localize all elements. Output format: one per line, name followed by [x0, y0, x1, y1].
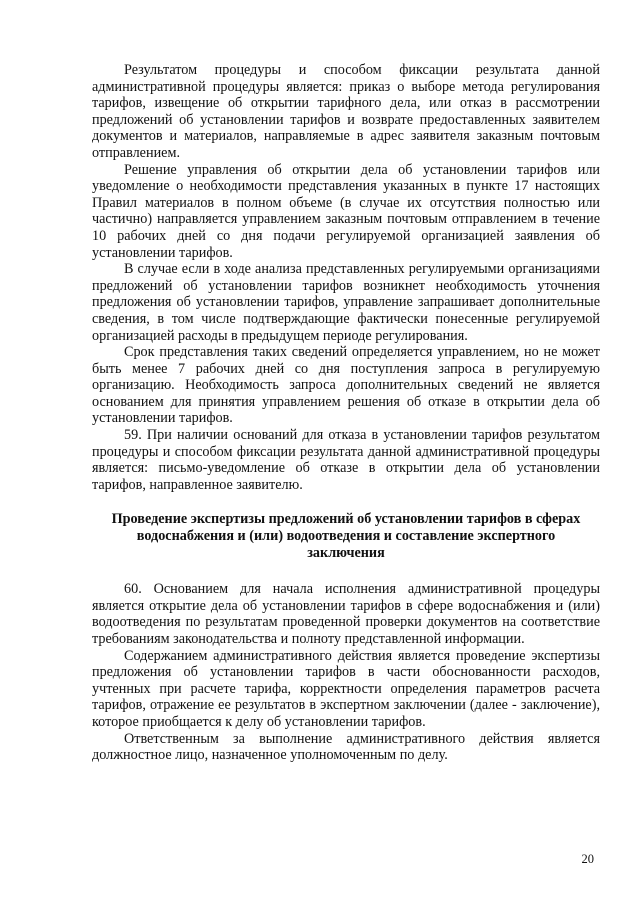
document-body: [92, 62, 600, 764]
paragraph-60-basis: 60. Основанием для начала исполнения административной процедуры является открытие дела об установлении тарифов в сфере водоснабжения и (или) водоотведения по результатам проведенной проверки документов на соответствие требованиям законодательства и полноту представленной информации.: [92, 581, 600, 647]
paragraph-procedure-result: Результатом процедуры и способом фиксации результата данной административной процедуры является: приказ о выборе метода регулирования тарифов, извещение об открытии тарифного дела, или отказ в рассмотрении предложений об установлении тарифов и возврате предоставленных заявителем документов и материалов, направляемые в адрес заявителя заказным почтовым отправлением.: [92, 62, 600, 161]
paragraph-responsible-person: Ответственным за выполнение административного действия является должностное лицо, назначенное уполномоченным по делу.: [92, 730, 600, 764]
paragraph-decision-notification: Решение управления об открытии дела об установлении тарифов или уведомление о необходимости представления указанных в пункте 17 настоящих Правил материалов в полном объеме (в случае их отсутствия полностью или частично) направляется управлением заказным почтовым отправлением в течение 10 рабочих дней со дня подачи регулируемой организацией заявления об установлении тарифов.: [92, 161, 600, 261]
paragraph-additional-info-request: В случае если в ходе анализа представленных регулируемыми организациями предложений об установлении тарифов возникнет необходимость уточнения предложения об установлении тарифов, управление запрашивает дополнительные сведения, в том числе подтверждающие фактически понесенные регулируемой организацией расходы в предыдущем периоде регулирования.: [92, 261, 600, 344]
page-number: 20: [581, 852, 594, 866]
paragraph-info-deadline: Срок представления таких сведений определяется управлением, но не может быть менее 7 рабочих дней со дня поступления запроса в регулируемую организацию. Необходимость запроса дополнительных сведений не является основанием для принятия управлением решения об отказе в открытии дела об установлении тарифов.: [92, 344, 600, 427]
section-heading-expertise: Проведение экспертизы предложений об установлении тарифов в сферах водоснабжения и (или) водоотведения и составление экспертного заключения: [111, 511, 581, 561]
paragraph-action-content: Содержанием административного действия является проведение экспертизы предложения об установлении тарифов в части обоснованности расходов, учтенных при расчете тарифа, корректности определения параметров расчета тарифов, отражение ее результатов в экспертном заключении (далее - заключение), которое приобщается к делу об установлении тарифов.: [92, 647, 600, 730]
paragraph-59-refusal: 59. При наличии оснований для отказа в установлении тарифов результатом процедуры и способом фиксации результата данной административной процедуры является: письмо-уведомление об отказе в открытии дела об установлении тарифов, направленное заявителю.: [92, 427, 600, 493]
